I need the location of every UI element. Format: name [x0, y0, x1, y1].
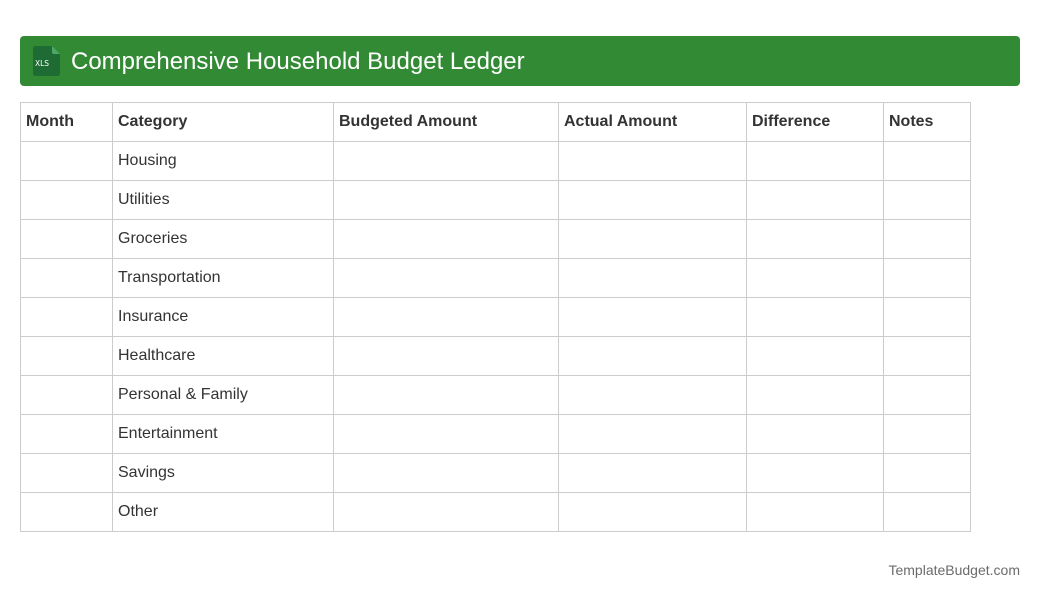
- cell-month[interactable]: [21, 493, 113, 532]
- cell-difference[interactable]: [747, 376, 884, 415]
- cell-category[interactable]: Utilities: [113, 181, 334, 220]
- cell-actual-amount[interactable]: [559, 259, 747, 298]
- table-row: [21, 298, 971, 337]
- table-body: [21, 142, 971, 532]
- cell-notes[interactable]: [884, 337, 971, 376]
- column-header-budgeted-amount: Budgeted Amount: [334, 103, 559, 142]
- cell-budgeted-amount[interactable]: [334, 493, 559, 532]
- cell-notes[interactable]: [884, 298, 971, 337]
- table-row: [21, 220, 971, 259]
- column-header-category: Category: [113, 103, 334, 142]
- cell-category[interactable]: Healthcare: [113, 337, 334, 376]
- xls-icon-label: XLS: [34, 59, 50, 68]
- cell-category[interactable]: Housing: [113, 142, 334, 181]
- cell-notes[interactable]: [884, 454, 971, 493]
- cell-budgeted-amount[interactable]: [334, 337, 559, 376]
- cell-month[interactable]: [21, 259, 113, 298]
- cell-difference[interactable]: [747, 454, 884, 493]
- table-row: [21, 259, 971, 298]
- column-header-notes: Notes: [884, 103, 971, 142]
- cell-difference[interactable]: [747, 298, 884, 337]
- cell-actual-amount[interactable]: [559, 376, 747, 415]
- cell-difference[interactable]: [747, 220, 884, 259]
- cell-category[interactable]: Insurance: [113, 298, 334, 337]
- cell-notes[interactable]: [884, 493, 971, 532]
- cell-budgeted-amount[interactable]: [334, 259, 559, 298]
- page-title: Comprehensive Household Budget Ledger: [71, 48, 525, 75]
- cell-actual-amount[interactable]: [559, 415, 747, 454]
- cell-category[interactable]: Entertainment: [113, 415, 334, 454]
- cell-difference[interactable]: [747, 259, 884, 298]
- table-row: [21, 493, 971, 532]
- table-row: [21, 415, 971, 454]
- cell-notes[interactable]: [884, 220, 971, 259]
- cell-notes[interactable]: [884, 415, 971, 454]
- table-row: [21, 181, 971, 220]
- cell-actual-amount[interactable]: [559, 298, 747, 337]
- cell-actual-amount[interactable]: [559, 181, 747, 220]
- table-header-row: [21, 103, 971, 142]
- cell-notes[interactable]: [884, 181, 971, 220]
- footer-brand: TemplateBudget.com: [888, 562, 1020, 578]
- column-header-month: Month: [21, 103, 113, 142]
- cell-category[interactable]: Groceries: [113, 220, 334, 259]
- cell-category[interactable]: Transportation: [113, 259, 334, 298]
- cell-notes[interactable]: [884, 376, 971, 415]
- cell-actual-amount[interactable]: [559, 142, 747, 181]
- cell-month[interactable]: [21, 376, 113, 415]
- cell-difference[interactable]: [747, 493, 884, 532]
- cell-month[interactable]: [21, 220, 113, 259]
- cell-budgeted-amount[interactable]: [334, 142, 559, 181]
- table-row: [21, 337, 971, 376]
- table-row: [21, 142, 971, 181]
- cell-notes[interactable]: [884, 142, 971, 181]
- column-header-difference: Difference: [747, 103, 884, 142]
- cell-month[interactable]: [21, 142, 113, 181]
- cell-budgeted-amount[interactable]: [334, 454, 559, 493]
- cell-difference[interactable]: [747, 142, 884, 181]
- cell-month[interactable]: [21, 454, 113, 493]
- cell-category[interactable]: Personal & Family: [113, 376, 334, 415]
- table-row: [21, 376, 971, 415]
- cell-budgeted-amount[interactable]: [334, 181, 559, 220]
- spreadsheet-xls-icon: [32, 46, 60, 76]
- cell-month[interactable]: [21, 181, 113, 220]
- cell-category[interactable]: Other: [113, 493, 334, 532]
- budget-ledger-table: [20, 102, 971, 532]
- cell-month[interactable]: [21, 298, 113, 337]
- cell-difference[interactable]: [747, 337, 884, 376]
- cell-month[interactable]: [21, 337, 113, 376]
- cell-budgeted-amount[interactable]: [334, 298, 559, 337]
- cell-actual-amount[interactable]: [559, 454, 747, 493]
- cell-budgeted-amount[interactable]: [334, 376, 559, 415]
- title-bar: [20, 36, 1020, 86]
- cell-month[interactable]: [21, 415, 113, 454]
- cell-budgeted-amount[interactable]: [334, 415, 559, 454]
- table-row: [21, 454, 971, 493]
- cell-notes[interactable]: [884, 259, 971, 298]
- column-header-actual-amount: Actual Amount: [559, 103, 747, 142]
- cell-actual-amount[interactable]: [559, 220, 747, 259]
- cell-actual-amount[interactable]: [559, 493, 747, 532]
- cell-budgeted-amount[interactable]: [334, 220, 559, 259]
- cell-category[interactable]: Savings: [113, 454, 334, 493]
- cell-difference[interactable]: [747, 415, 884, 454]
- cell-difference[interactable]: [747, 181, 884, 220]
- cell-actual-amount[interactable]: [559, 337, 747, 376]
